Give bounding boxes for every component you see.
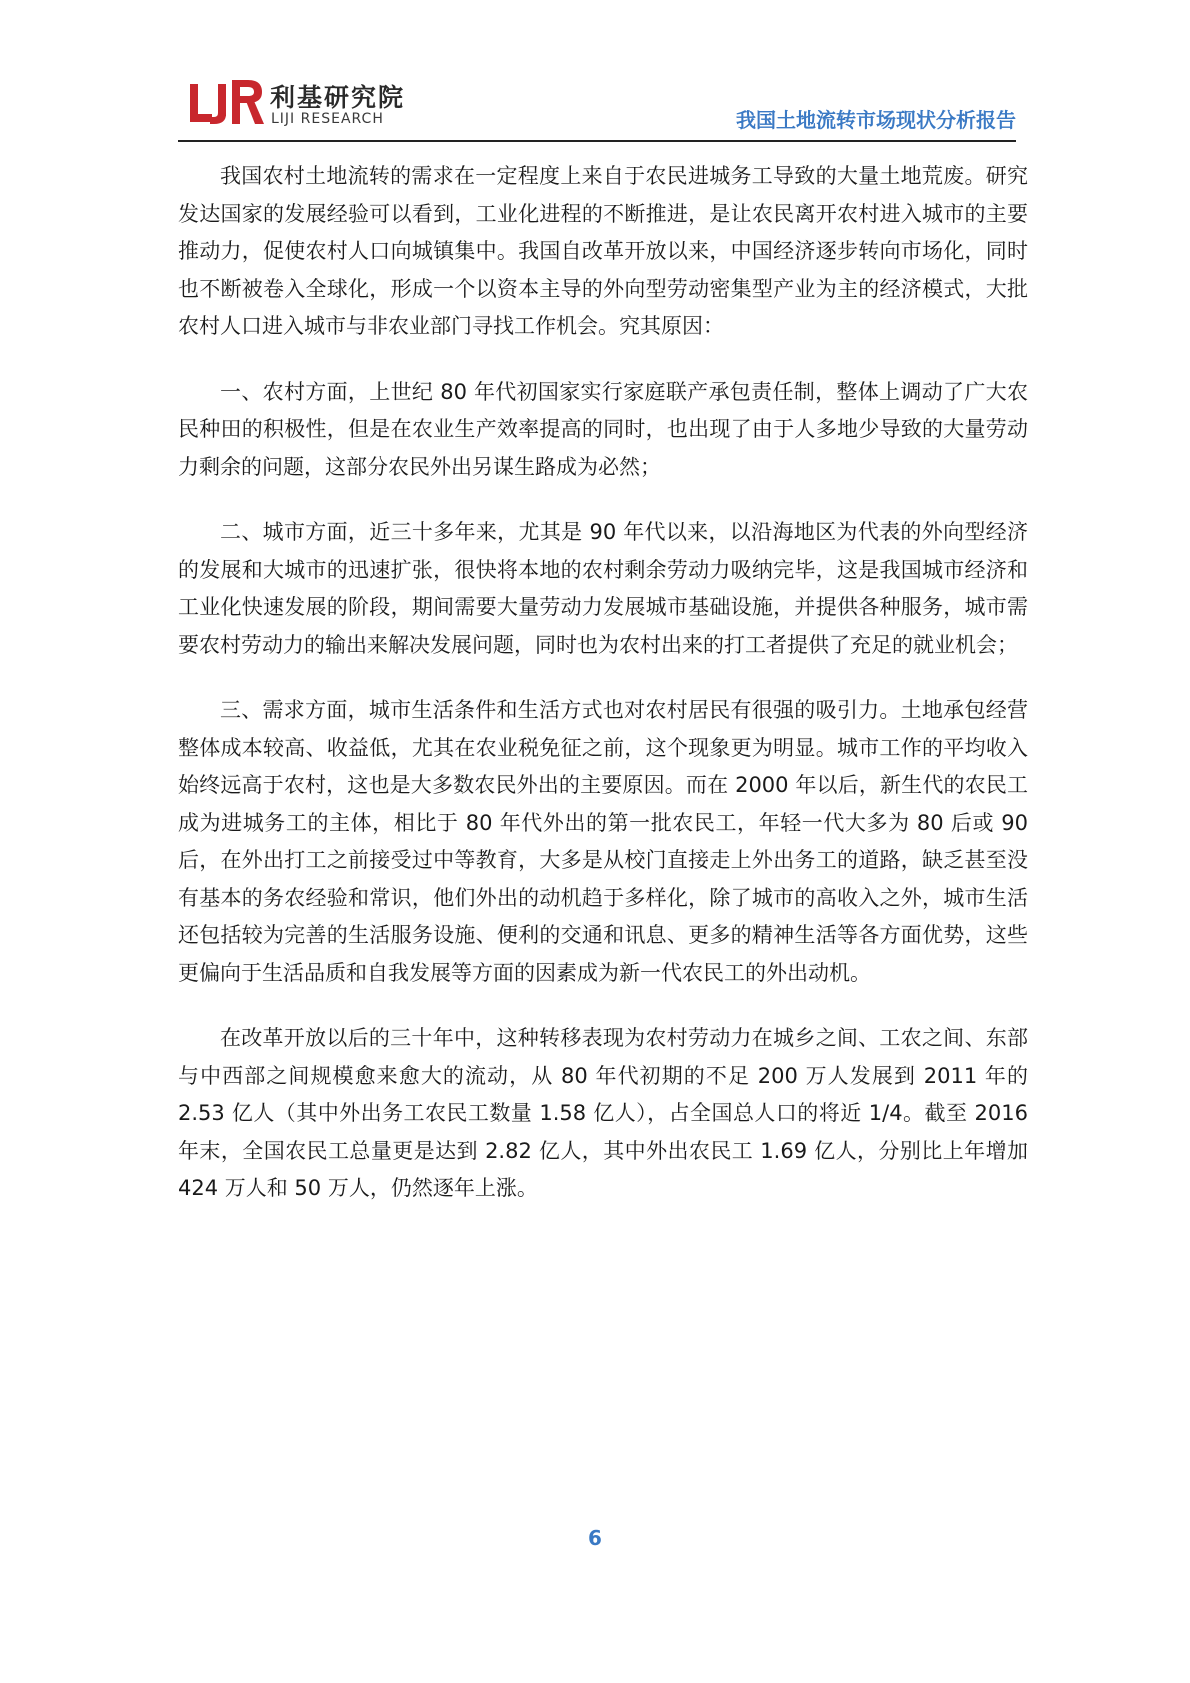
body-text: [178, 158, 1028, 1236]
paragraph-intro: 我国农村土地流转的需求在一定程度上来自于农民进城务工导致的大量土地荒废。研究发达国家的发展经验可以看到，工业化进程的不断推进，是让农民离开农村进入城市的主要推动力，促使农村人口向城镇集中。我国自改革开放以来，中国经济逐步转向市场化，同时也不断被卷入全球化，形成一个以资本主导的外向型劳动密集型产业为主的经济模式，大批农村人口进入城市与非农业部门寻找工作机会。究其原因：: [178, 164, 1028, 338]
paragraph-migration-stats: 在改革开放以后的三十年中，这种转移表现为农村劳动力在城乡之间、工农之间、东部与中西部之间规模愈来愈大的流动，从 80 年代初期的不足 200 万人发展到 2011 年的 2.53 亿人（其中外出务工农民工数量 1.58 亿人），占全国总人口的将近 1/4。截至 2016 年末，全国农民工总量更是达到 2.82 亿人，其中外出农民工 1.69 亿人，分别比上年增加 424 万人和 50 万人，仍然逐年上涨。: [178, 1026, 1028, 1200]
liji-research-logo: [188, 76, 418, 132]
logo-chinese-name: 利基研究院: [270, 83, 406, 112]
logo-english-name: LIJI RESEARCH: [271, 111, 384, 127]
page-number: 6: [588, 1526, 602, 1550]
report-title: 我国土地流转市场现状分析报告: [736, 108, 1016, 132]
paragraph-rural-reason: 一、农村方面，上世纪 80 年代初国家实行家庭联产承包责任制，整体上调动了广大农民种田的积极性，但是在农业生产效率提高的同时，也出现了由于人多地少导致的大量劳动力剩余的问题，这部分农民外出另谋生路成为必然；: [178, 379, 1028, 479]
paragraph-demand-reason: 三、需求方面，城市生活条件和生活方式也对农村居民有很强的吸引力。土地承包经营整体成本较高、收益低，尤其在农业税免征之前，这个现象更为明显。城市工作的平均收入始终远高于农村，这也是大多数农民外出的主要原因。而在 2000 年以后，新生代的农民工成为进城务工的主体，相比于 80 年代外出的第一批农民工，年轻一代大多为 80 后或 90 后，在外出打工之前接受过中等教育，大多是从校门直接走上外出务工的道路，缺乏甚至没有基本的务农经验和常识，他们外出的动机趋于多样化，除了城市的高收入之外，城市生活还包括较为完善的生活服务设施、便利的交通和讯息、更多的精神生活等各方面优势，这些更偏向于生活品质和自我发展等方面的因素成为新一代农民工的外出动机。: [178, 698, 1028, 985]
ljr-logo-mark: [188, 76, 266, 128]
page-header: [178, 72, 1016, 142]
paragraph-urban-reason: 二、城市方面，近三十多年来，尤其是 90 年代以来，以沿海地区为代表的外向型经济的发展和大城市的迅速扩张，很快将本地的农村剩余劳动力吸纳完毕，这是我国城市经济和工业化快速发展的阶段，期间需要大量劳动力发展城市基础设施，并提供各种服务，城市需要农村劳动力的输出来解决发展问题，同时也为农村出来的打工者提供了充足的就业机会；: [178, 520, 1028, 657]
